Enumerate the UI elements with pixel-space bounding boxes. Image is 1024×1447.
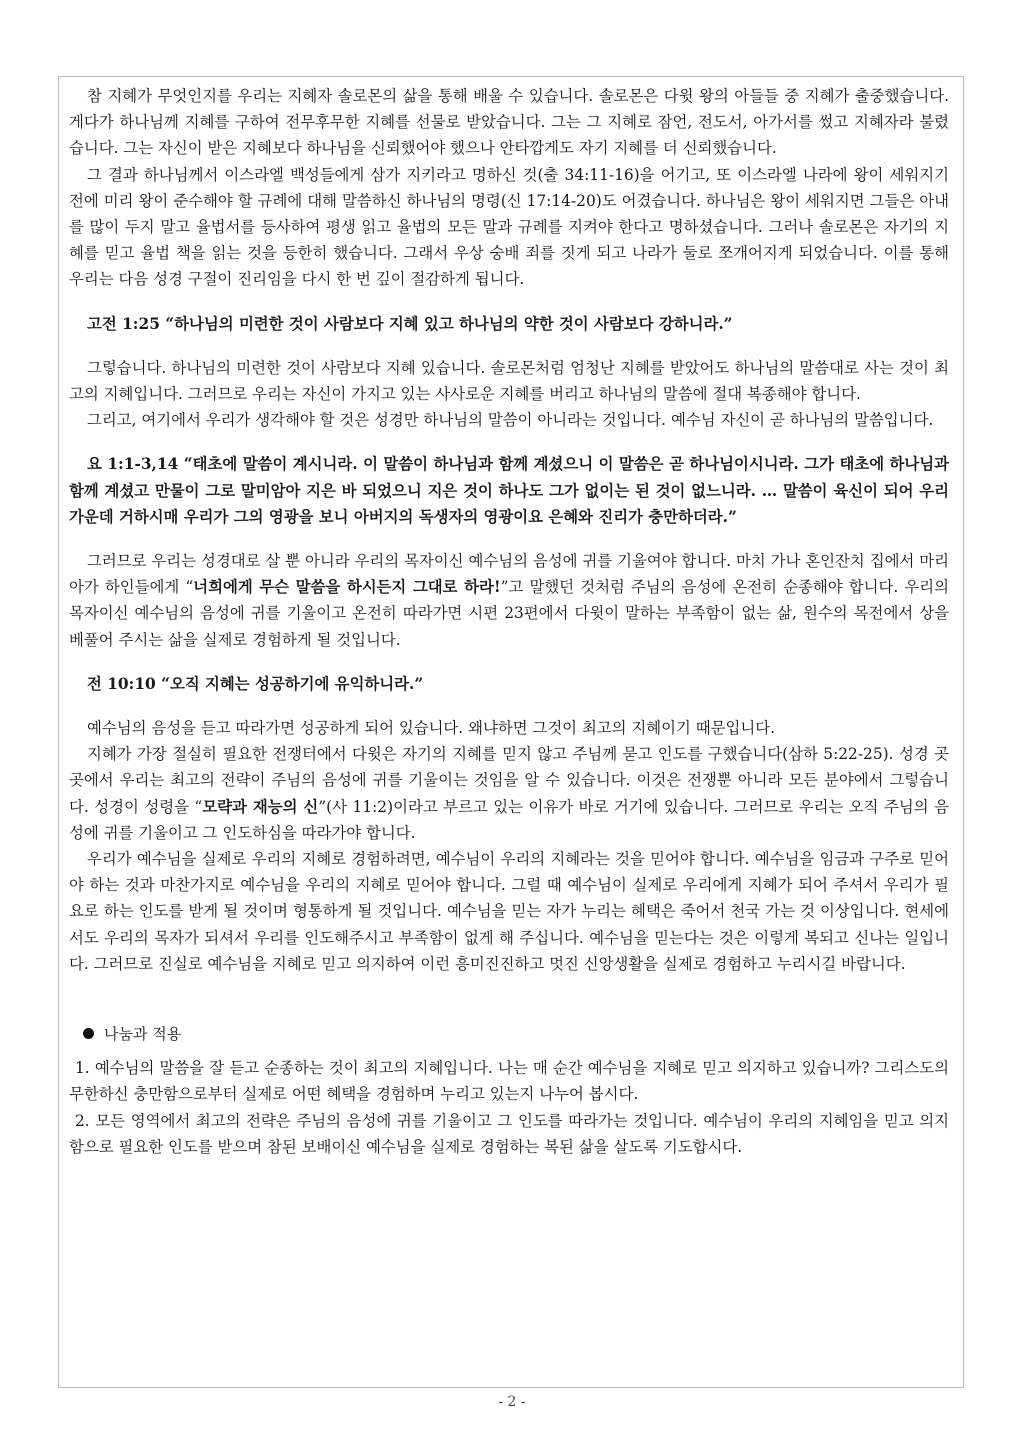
section3-text-after: ”고 말했던 것처럼 주님의 음성에 온전히 순종해야 합니다. 우리의 목자이신 예수님의 음성에 귀를 기울이고 온전히 따라가면 시편 23편에서 다윗이 말하는 부족함이 없는 삶, 원수의 목전에서 상을 베풀어 주시는 삶을 실제로 경험하게 될 것입니다. <box>69 578 949 649</box>
sharing-heading <box>69 1021 949 1047</box>
scripture-quote-3: 전 10:10 “오직 지혜는 성공하기에 유익하니라.” <box>87 674 424 693</box>
spacer <box>69 433 949 451</box>
spacer <box>69 977 949 1021</box>
bullet-icon <box>83 1028 94 1039</box>
sharing-title: 나눔과 적용 <box>104 1025 182 1044</box>
section3-text-before: 그러므로 우리는 성경대로 살 뿐 아니라 우리의 목자이신 예수님의 음성에 귀를 기울여야 합니다. 마치 가나 혼인잔치 집에서 마리아가 하인들에게 “ <box>69 552 949 597</box>
spacer <box>69 1047 949 1055</box>
section4-paragraph-2 <box>69 741 949 846</box>
page-frame <box>58 76 964 1388</box>
intro-paragraph-2: 그 결과 하나님께서 이스라엘 백성들에게 삼가 지키라고 명하신 것(출 34:11-16)을 어기고, 또 이스라엘 나라에 왕이 세워지기 전에 미리 왕이 준수해야 할 규례에 대해 말씀하신 하나님의 명령(신 17:14-20)도 어겼습니다. 하나님은 왕이 세워지면 그들은 아내를 많이 두지 말고 율법서를 등사하여 평생 읽고 율법의 모든 말과 규례를 지켜야 한다고 명하셨습니다. 그러나 솔로몬은 자기의 지혜를 믿고 율법 책을 읽는 것을 등한히 했습니다. 그래서 우상 숭배 죄를 짓게 되고 나라가 둘로 쪼개어지게 되었습니다. 이를 통해 우리는 다음 성경 구절이 진리임을 다시 한 번 깊이 절감하게 됩니다. <box>69 165 949 289</box>
sharing-item-2: 2. 모든 영역에서 최고의 전략은 주님의 음성에 귀를 기울이고 그 인도를 따라가는 것입니다. 예수님이 우리의 지혜임을 믿고 의지함으로 필요한 인도를 받으며 참된 보배이신 예수님을 실제로 경험하는 복된 삶을 살도록 기도합시다. <box>69 1111 949 1156</box>
section4-paragraph-3: 우리가 예수님을 실제로 우리의 지혜로 경험하려면, 예수님이 우리의 지혜라는 것을 믿어야 합니다. 예수님을 임금과 구주로 믿어야 하는 것과 마찬가지로 예수님을 우리의 지혜로 믿어야 합니다. 그럴 때 예수님이 실제로 우리에게 지혜가 되어 주셔서 우리가 필요로 하는 인도를 받게 될 것이며 형통하게 될 것입니다. 예수님을 믿는 자가 누리는 혜택은 죽어서 천국 가는 것 이상입니다. 현세에서도 우리의 목자가 되셔서 우리를 인도해주시고 부족함이 없게 해 주십니다. 예수님을 믿는다는 것은 이렇게 복되고 신나는 일입니다. 그러므로 진실로 예수님을 지혜로 믿고 의지하여 이런 흥미진진하고 멋진 신앙생활을 실제로 경험하고 누리시길 바랍니다. <box>69 850 949 973</box>
spacer <box>69 293 949 311</box>
section4-text-before: 지혜가 가장 절실히 필요한 전쟁터에서 다윗은 자기의 지혜를 믿지 않고 주님께 묻고 인도를 구했습니다(삼하 5:22-25). 성경 곳곳에서 우리는 최고의 전략이 주님의 음성에 귀를 기울이는 것임을 알 수 있습니다. 이것은 전쟁뿐 아니라 모든 분야에서 그렇습니다. 성경이 성령을 “ <box>69 745 949 816</box>
section4-text-after: ”(사 11:2)이라고 부르고 있는 이유가 바로 거기에 있습니다. 그러므로 우리는 오직 주님의 음성에 귀를 기울이고 그 인도하심을 따라가야 합니다. <box>69 797 949 842</box>
spacer <box>69 337 949 355</box>
scripture-quote-2: 요 1:1-3,14 “태초에 말씀이 계시니라. 이 말씀이 하나님과 함께 계셨으니 이 말씀은 곧 하나님이시니라. 그가 태초에 하나님과 함께 계셨고 만물이 그로 말미암아 지은 바 되었으니 지은 것이 하나도 그가 없이는 된 것이 없느니라. … 말씀이 육신이 되어 우리 가운데 거하시매 우리가 그의 영광을 보니 아버지의 독생자의 영광이요 은혜와 진리가 충만하더라.” <box>69 455 949 526</box>
intro-paragraph-1: 참 지혜가 무엇인지를 우리는 지혜자 솔로몬의 삶을 통해 배울 수 있습니다. 솔로몬은 다윗 왕의 아들들 중 지혜가 출중했습니다. 게다가 하나님께 지혜를 구하여 전무후무한 지혜를 선물로 받았습니다. 그는 그 지혜로 잠언, 전도서, 아가서를 썼고 지혜자라 불렸습니다. 그는 자신이 받은 지혜보다 하나님을 신뢰했어야 했으나 안타깝게도 자기 지혜를 더 신뢰했습니다. <box>69 87 949 158</box>
spacer <box>69 697 949 715</box>
page-number: - 2 - <box>498 1394 526 1410</box>
section4-emphasis: 모략과 재능의 신 <box>202 797 319 816</box>
section2-paragraph-1: 그렇습니다. 하나님의 미련한 것이 사람보다 지혜 있습니다. 솔로몬처럼 엄청난 지혜를 받았어도 하나님의 말씀대로 사는 것이 최고의 지혜입니다. 그러므로 우리는 자신이 가지고 있는 사사로운 지혜를 버리고 하나님의 말씀에 절대 복종해야 합니다. <box>69 358 949 404</box>
scripture-quote-1: 고전 1:25 “하나님의 미련한 것이 사람보다 지혜 있고 하나님의 약한 것이 사람보다 강하니라.” <box>87 314 733 333</box>
spacer <box>69 530 949 548</box>
section2-paragraph-2: 그리고, 여기에서 우리가 생각해야 할 것은 성경만 하나님의 말씀이 아니라는 것입니다. 예수님 자신이 곧 하나님의 말씀입니다. <box>87 411 934 430</box>
section4-paragraph-1: 예수님의 음성을 듣고 따라가면 성공하게 되어 있습니다. 왜냐하면 그것이 최고의 지혜이기 때문입니다. <box>87 719 776 738</box>
spacer <box>69 653 949 671</box>
section3-emphasis: 너희에게 무슨 말씀을 하시든지 그대로 하라! <box>193 578 501 597</box>
sharing-item-1: 1. 예수님의 말씀을 잘 듣고 순종하는 것이 최고의 지혜입니다. 나는 매 순간 예수님을 지혜로 믿고 의지하고 있습니까? 그리스도의 무한하신 충만함으로부터 실제로 어떤 혜택을 경험하며 누리고 있는지 나누어 봅시다. <box>69 1059 949 1104</box>
section3-paragraph-1 <box>69 548 949 653</box>
